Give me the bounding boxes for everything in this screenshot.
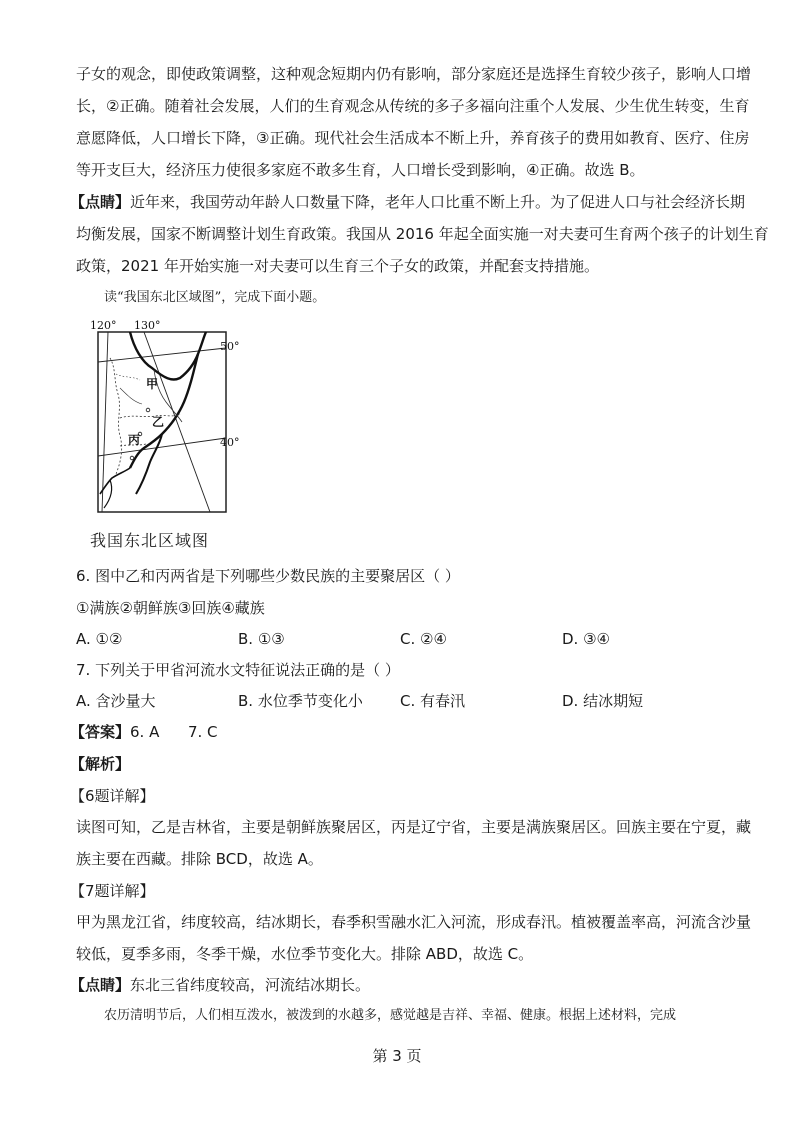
- question-6-choices: ①满族②朝鲜族③回族④藏族: [76, 599, 265, 617]
- page-number: 第 3 页: [372, 1047, 422, 1065]
- analysis-tag: 【解析】: [70, 755, 131, 773]
- tip-text: 近年来，我国劳动年龄人口数量下降，老年人口比重不断上升。为了促进人口与社会经济长期: [130, 193, 746, 211]
- map-caption: 我国东北区域图: [90, 531, 210, 550]
- q7-option-c: C. 有春汛: [400, 692, 466, 710]
- text-line: 均衡发展，国家不断调整计划生育政策。我国从 2016 年起全面实施一对夫妻可生育两个孩子的计划生育: [76, 225, 769, 243]
- text-line: 读图可知，乙是吉林省，主要是朝鲜族聚居区，丙是辽宁省，主要是满族聚居区。回族主要在宁夏，藏: [76, 818, 752, 836]
- detail-7-title: 【7题详解】: [70, 882, 155, 900]
- detail-6-title: 【6题详解】: [70, 787, 155, 805]
- q6-option-a: A. ①②: [76, 630, 123, 648]
- lon-label-130: 130°: [134, 319, 161, 332]
- q7-option-a: A. 含沙量大: [76, 692, 156, 710]
- text-line: 意愿降低，人口增长下降，③正确。现代社会生活成本不断上升，养育孩子的费用如教育、医疗、住房: [76, 129, 750, 147]
- q6-option-d: D. ③④: [562, 630, 610, 648]
- answer-tag: 【答案】: [70, 723, 131, 741]
- q6-option-c: C. ②④: [400, 630, 447, 648]
- text-line: 族主要在西藏。排除 BCD，故选 A。: [76, 850, 323, 868]
- text-line: 长，②正确。随着社会发展，人们的生育观念从传统的多子多福向注重个人发展、少生优生转变，生育: [76, 97, 750, 115]
- lon-label-120: 120°: [90, 319, 117, 332]
- coast-line: [100, 468, 130, 494]
- city-dot: [130, 456, 134, 460]
- text-line: 等开支巨大，经济压力使很多家庭不敢多生育，人口增长受到影响，④正确。故选 B。: [76, 161, 645, 179]
- city-dot: [146, 408, 150, 412]
- text-line: [70, 192, 745, 212]
- tip-line: [70, 975, 370, 995]
- answer-text: 6. A 7. C: [130, 723, 218, 741]
- river: [120, 388, 142, 404]
- q7-option-b: B. 水位季节变化小: [238, 692, 363, 710]
- parallel-40: [98, 438, 226, 456]
- inner-boundary: [116, 374, 140, 380]
- text-line: 政策，2021 年开始实施一对夫妻可以生育三个子女的政策，并配套支持措施。: [76, 257, 599, 275]
- parallel-50: [98, 348, 226, 362]
- text-line: 甲为黑龙江省，纬度较高，结冰期长，春季积雪融水汇入河流，形成春汛。植被覆盖率高，河流含沙量: [76, 913, 752, 931]
- q7-option-d: D. 结冰期短: [562, 692, 644, 710]
- question-6-stem: 6. 图中乙和丙两省是下列哪些少数民族的主要聚居区（ ）: [76, 567, 460, 585]
- northeast-map: [90, 318, 240, 514]
- lat-label-50: 50°: [220, 340, 240, 353]
- tip-tag: 【点睛】: [70, 976, 131, 994]
- text-line: 较低，夏季多雨，冬季干燥，水位季节变化大。排除 ABD，故选 C。: [76, 945, 534, 963]
- label-jia: 甲: [146, 377, 159, 391]
- tip-text: 东北三省纬度较高，河流结冰期长。: [130, 976, 371, 994]
- q6-option-b: B. ①③: [238, 630, 285, 648]
- answer-line: [70, 722, 218, 742]
- text-line: 子女的观念，即使政策调整，这种观念短期内仍有影响，部分家庭还是选择生育较少孩子，影响人口增: [76, 65, 752, 83]
- province-boundary-jia-yi: [120, 414, 180, 418]
- label-bing: 丙: [128, 433, 141, 447]
- label-yi: 乙: [152, 415, 165, 429]
- next-material-text: 农历清明节后，人们相互泼水，被泼到的水越多，感觉越是吉祥、幸福、健康。根据上述材料，完成: [104, 1008, 677, 1023]
- lat-label-40: 40°: [220, 436, 240, 449]
- tip-tag: 【点睛】: [70, 193, 131, 211]
- question-7-stem: 7. 下列关于甲省河流水文特征说法正确的是（ ）: [76, 661, 400, 679]
- intro-text: 读“我国东北区域图”，完成下面小题。: [104, 290, 326, 305]
